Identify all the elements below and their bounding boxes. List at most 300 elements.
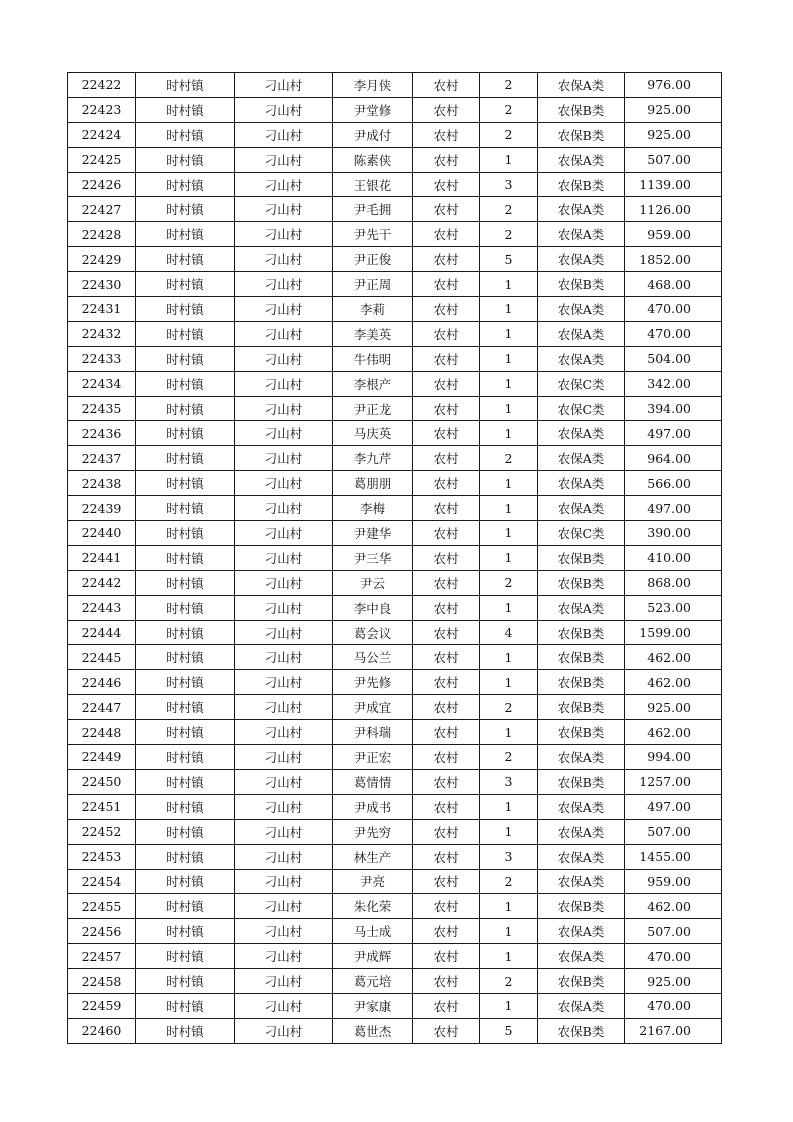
insurance-category-cell: 农保B类 [538,620,625,645]
name-cell: 马庆英 [333,421,413,446]
person-count-cell: 1 [480,421,538,446]
record-id-cell: 22448 [68,720,136,745]
name-cell: 尹科瑞 [333,720,413,745]
household-type-cell: 农村 [413,894,480,919]
table-row [68,595,722,620]
name-cell: 李美英 [333,321,413,346]
name-cell: 尹正俊 [333,247,413,272]
name-cell: 李九芹 [333,446,413,471]
household-type-cell: 农村 [413,620,480,645]
household-type-cell: 农村 [413,172,480,197]
amount-cell: 394.00 [625,396,722,421]
name-cell: 马士成 [333,919,413,944]
town-cell: 时村镇 [136,396,235,421]
household-type-cell: 农村 [413,521,480,546]
town-cell: 时村镇 [136,919,235,944]
amount-cell: 462.00 [625,670,722,695]
table-row [68,272,722,297]
person-count-cell: 1 [480,496,538,521]
amount-cell: 925.00 [625,122,722,147]
person-count-cell: 1 [480,471,538,496]
person-count-cell: 2 [480,446,538,471]
name-cell: 朱化荣 [333,894,413,919]
town-cell: 时村镇 [136,496,235,521]
town-cell: 时村镇 [136,471,235,496]
person-count-cell: 2 [480,869,538,894]
amount-cell: 2167.00 [625,1018,722,1043]
table-row [68,247,722,272]
insurance-category-cell: 农保A类 [538,446,625,471]
table-row [68,720,722,745]
village-cell: 刁山村 [235,670,333,695]
town-cell: 时村镇 [136,346,235,371]
name-cell: 尹三华 [333,545,413,570]
household-type-cell: 农村 [413,97,480,122]
table-row [68,969,722,994]
amount-cell: 462.00 [625,645,722,670]
table-row [68,421,722,446]
table-row [68,222,722,247]
village-cell: 刁山村 [235,197,333,222]
record-id-cell: 22437 [68,446,136,471]
name-cell: 李梅 [333,496,413,521]
amount-cell: 507.00 [625,819,722,844]
record-id-cell: 22423 [68,97,136,122]
insurance-category-cell: 农保B类 [538,172,625,197]
record-id-cell: 22460 [68,1018,136,1043]
household-type-cell: 农村 [413,496,480,521]
amount-cell: 470.00 [625,944,722,969]
village-cell: 刁山村 [235,346,333,371]
insurance-category-cell: 农保B类 [538,122,625,147]
table-row [68,944,722,969]
insurance-category-cell: 农保B类 [538,545,625,570]
person-count-cell: 1 [480,944,538,969]
record-id-cell: 22434 [68,371,136,396]
person-count-cell: 3 [480,769,538,794]
insurance-category-cell: 农保B类 [538,570,625,595]
name-cell: 尹云 [333,570,413,595]
village-cell: 刁山村 [235,172,333,197]
town-cell: 时村镇 [136,695,235,720]
household-type-cell: 农村 [413,545,480,570]
village-cell: 刁山村 [235,620,333,645]
name-cell: 尹堂修 [333,97,413,122]
household-type-cell: 农村 [413,147,480,172]
village-cell: 刁山村 [235,272,333,297]
table-row [68,122,722,147]
household-type-cell: 农村 [413,297,480,322]
record-id-cell: 22427 [68,197,136,222]
name-cell: 葛元培 [333,969,413,994]
town-cell: 时村镇 [136,446,235,471]
village-cell: 刁山村 [235,570,333,595]
village-cell: 刁山村 [235,371,333,396]
person-count-cell: 2 [480,695,538,720]
name-cell: 王银花 [333,172,413,197]
record-id-cell: 22459 [68,993,136,1018]
town-cell: 时村镇 [136,794,235,819]
person-count-cell: 1 [480,595,538,620]
amount-cell: 507.00 [625,919,722,944]
table-row [68,620,722,645]
record-id-cell: 22425 [68,147,136,172]
record-id-cell: 22433 [68,346,136,371]
table-row [68,894,722,919]
name-cell: 葛会议 [333,620,413,645]
household-type-cell: 农村 [413,819,480,844]
insurance-category-cell: 农保A类 [538,919,625,944]
insurance-category-cell: 农保B类 [538,695,625,720]
town-cell: 时村镇 [136,645,235,670]
household-type-cell: 农村 [413,695,480,720]
village-cell: 刁山村 [235,695,333,720]
amount-cell: 504.00 [625,346,722,371]
village-cell: 刁山村 [235,496,333,521]
insurance-category-cell: 农保A类 [538,147,625,172]
name-cell: 林生产 [333,844,413,869]
town-cell: 时村镇 [136,745,235,770]
insurance-category-cell: 农保C类 [538,396,625,421]
name-cell: 尹成辉 [333,944,413,969]
table-row [68,570,722,595]
name-cell: 李根产 [333,371,413,396]
table-row [68,521,722,546]
table-row [68,670,722,695]
table-row [68,471,722,496]
village-cell: 刁山村 [235,919,333,944]
amount-cell: 523.00 [625,595,722,620]
amount-cell: 390.00 [625,521,722,546]
town-cell: 时村镇 [136,73,235,98]
person-count-cell: 3 [480,844,538,869]
person-count-cell: 1 [480,819,538,844]
amount-cell: 1139.00 [625,172,722,197]
village-cell: 刁山村 [235,471,333,496]
town-cell: 时村镇 [136,720,235,745]
household-type-cell: 农村 [413,794,480,819]
amount-cell: 959.00 [625,869,722,894]
town-cell: 时村镇 [136,670,235,695]
person-count-cell: 1 [480,297,538,322]
amount-cell: 507.00 [625,147,722,172]
record-id-cell: 22445 [68,645,136,670]
table-row [68,321,722,346]
person-count-cell: 1 [480,894,538,919]
table-row [68,1018,722,1043]
table-row [68,297,722,322]
person-count-cell: 4 [480,620,538,645]
table-row [68,769,722,794]
village-cell: 刁山村 [235,396,333,421]
village-cell: 刁山村 [235,894,333,919]
table-row [68,745,722,770]
person-count-cell: 1 [480,720,538,745]
household-type-cell: 农村 [413,197,480,222]
record-id-cell: 22431 [68,297,136,322]
record-id-cell: 22424 [68,122,136,147]
village-cell: 刁山村 [235,147,333,172]
insurance-category-cell: 农保C类 [538,521,625,546]
amount-cell: 462.00 [625,894,722,919]
household-type-cell: 农村 [413,745,480,770]
record-id-cell: 22451 [68,794,136,819]
name-cell: 李中良 [333,595,413,620]
record-id-cell: 22432 [68,321,136,346]
village-cell: 刁山村 [235,645,333,670]
town-cell: 时村镇 [136,421,235,446]
name-cell: 尹家康 [333,993,413,1018]
amount-cell: 1852.00 [625,247,722,272]
town-cell: 时村镇 [136,819,235,844]
table-row [68,346,722,371]
record-id-cell: 22429 [68,247,136,272]
village-cell: 刁山村 [235,321,333,346]
insurance-category-cell: 农保A类 [538,222,625,247]
insurance-category-cell: 农保C类 [538,371,625,396]
household-type-cell: 农村 [413,222,480,247]
amount-cell: 964.00 [625,446,722,471]
town-cell: 时村镇 [136,197,235,222]
table-row [68,695,722,720]
amount-cell: 925.00 [625,97,722,122]
insurance-category-cell: 农保B类 [538,969,625,994]
village-cell: 刁山村 [235,122,333,147]
village-cell: 刁山村 [235,222,333,247]
insurance-category-cell: 农保A类 [538,595,625,620]
household-type-cell: 农村 [413,1018,480,1043]
household-type-cell: 农村 [413,944,480,969]
insurance-category-cell: 农保B类 [538,1018,625,1043]
village-cell: 刁山村 [235,73,333,98]
person-count-cell: 1 [480,272,538,297]
table-row [68,844,722,869]
village-cell: 刁山村 [235,969,333,994]
town-cell: 时村镇 [136,297,235,322]
person-count-cell: 1 [480,794,538,819]
person-count-cell: 1 [480,993,538,1018]
person-count-cell: 1 [480,321,538,346]
amount-cell: 994.00 [625,745,722,770]
insurance-category-cell: 农保A类 [538,869,625,894]
amount-cell: 470.00 [625,321,722,346]
name-cell: 李月侠 [333,73,413,98]
name-cell: 尹成宜 [333,695,413,720]
person-count-cell: 2 [480,745,538,770]
household-type-cell: 农村 [413,993,480,1018]
household-type-cell: 农村 [413,122,480,147]
record-id-cell: 22444 [68,620,136,645]
amount-cell: 342.00 [625,371,722,396]
town-cell: 时村镇 [136,521,235,546]
amount-cell: 1126.00 [625,197,722,222]
household-type-cell: 农村 [413,969,480,994]
record-id-cell: 22442 [68,570,136,595]
amount-cell: 497.00 [625,794,722,819]
amount-cell: 868.00 [625,570,722,595]
village-cell: 刁山村 [235,720,333,745]
amount-cell: 925.00 [625,969,722,994]
name-cell: 尹正龙 [333,396,413,421]
person-count-cell: 2 [480,97,538,122]
amount-cell: 1257.00 [625,769,722,794]
town-cell: 时村镇 [136,321,235,346]
town-cell: 时村镇 [136,595,235,620]
record-id-cell: 22455 [68,894,136,919]
household-type-cell: 农村 [413,371,480,396]
amount-cell: 976.00 [625,73,722,98]
insurance-category-cell: 农保A类 [538,247,625,272]
record-id-cell: 22440 [68,521,136,546]
village-cell: 刁山村 [235,545,333,570]
insurance-category-cell: 农保B类 [538,272,625,297]
insurance-category-cell: 农保A类 [538,471,625,496]
name-cell: 陈素侠 [333,147,413,172]
table-row [68,919,722,944]
records-table-body [68,73,722,1044]
village-cell: 刁山村 [235,769,333,794]
person-count-cell: 2 [480,222,538,247]
person-count-cell: 3 [480,172,538,197]
name-cell: 尹先干 [333,222,413,247]
household-type-cell: 农村 [413,869,480,894]
town-cell: 时村镇 [136,371,235,396]
table-row [68,645,722,670]
town-cell: 时村镇 [136,620,235,645]
town-cell: 时村镇 [136,969,235,994]
record-id-cell: 22430 [68,272,136,297]
name-cell: 尹亮 [333,869,413,894]
amount-cell: 1455.00 [625,844,722,869]
table-row [68,172,722,197]
household-type-cell: 农村 [413,321,480,346]
amount-cell: 410.00 [625,545,722,570]
insurance-category-cell: 农保A类 [538,993,625,1018]
table-row [68,819,722,844]
amount-cell: 1599.00 [625,620,722,645]
table-row [68,545,722,570]
person-count-cell: 1 [480,346,538,371]
record-id-cell: 22422 [68,73,136,98]
household-type-cell: 农村 [413,421,480,446]
household-type-cell: 农村 [413,570,480,595]
person-count-cell: 1 [480,147,538,172]
record-id-cell: 22454 [68,869,136,894]
insurance-category-cell: 农保A类 [538,421,625,446]
household-type-cell: 农村 [413,272,480,297]
town-cell: 时村镇 [136,869,235,894]
person-count-cell: 2 [480,73,538,98]
village-cell: 刁山村 [235,794,333,819]
name-cell: 尹成书 [333,794,413,819]
insurance-category-cell: 农保A类 [538,297,625,322]
table-row [68,371,722,396]
record-id-cell: 22439 [68,496,136,521]
table-row [68,869,722,894]
household-type-cell: 农村 [413,73,480,98]
table-row [68,97,722,122]
amount-cell: 470.00 [625,297,722,322]
insurance-category-cell: 农保B类 [538,645,625,670]
amount-cell: 497.00 [625,421,722,446]
insurance-category-cell: 农保B类 [538,769,625,794]
person-count-cell: 1 [480,645,538,670]
record-id-cell: 22452 [68,819,136,844]
town-cell: 时村镇 [136,147,235,172]
village-cell: 刁山村 [235,993,333,1018]
town-cell: 时村镇 [136,944,235,969]
town-cell: 时村镇 [136,993,235,1018]
person-count-cell: 2 [480,122,538,147]
village-cell: 刁山村 [235,97,333,122]
table-row [68,993,722,1018]
record-id-cell: 22456 [68,919,136,944]
records-table [67,72,722,1044]
record-id-cell: 22458 [68,969,136,994]
person-count-cell: 2 [480,969,538,994]
insurance-category-cell: 农保B类 [538,670,625,695]
record-id-cell: 22438 [68,471,136,496]
village-cell: 刁山村 [235,421,333,446]
record-id-cell: 22436 [68,421,136,446]
name-cell: 马公兰 [333,645,413,670]
household-type-cell: 农村 [413,919,480,944]
household-type-cell: 农村 [413,346,480,371]
name-cell: 尹建华 [333,521,413,546]
insurance-category-cell: 农保A类 [538,73,625,98]
village-cell: 刁山村 [235,844,333,869]
household-type-cell: 农村 [413,645,480,670]
table-row [68,794,722,819]
household-type-cell: 农村 [413,247,480,272]
insurance-category-cell: 农保A类 [538,819,625,844]
household-type-cell: 农村 [413,670,480,695]
record-id-cell: 22446 [68,670,136,695]
name-cell: 尹先穷 [333,819,413,844]
village-cell: 刁山村 [235,1018,333,1043]
town-cell: 时村镇 [136,570,235,595]
name-cell: 尹成付 [333,122,413,147]
person-count-cell: 1 [480,670,538,695]
name-cell: 牛伟明 [333,346,413,371]
household-type-cell: 农村 [413,595,480,620]
record-id-cell: 22453 [68,844,136,869]
household-type-cell: 农村 [413,720,480,745]
name-cell: 尹正周 [333,272,413,297]
person-count-cell: 2 [480,197,538,222]
town-cell: 时村镇 [136,247,235,272]
amount-cell: 462.00 [625,720,722,745]
record-id-cell: 22428 [68,222,136,247]
village-cell: 刁山村 [235,745,333,770]
record-id-cell: 22449 [68,745,136,770]
household-type-cell: 农村 [413,471,480,496]
insurance-category-cell: 农保B类 [538,894,625,919]
town-cell: 时村镇 [136,97,235,122]
insurance-category-cell: 农保A类 [538,496,625,521]
insurance-category-cell: 农保A类 [538,745,625,770]
record-id-cell: 22450 [68,769,136,794]
name-cell: 葛朋朋 [333,471,413,496]
town-cell: 时村镇 [136,122,235,147]
amount-cell: 468.00 [625,272,722,297]
name-cell: 葛世杰 [333,1018,413,1043]
town-cell: 时村镇 [136,844,235,869]
insurance-category-cell: 农保A类 [538,197,625,222]
town-cell: 时村镇 [136,1018,235,1043]
person-count-cell: 1 [480,396,538,421]
amount-cell: 470.00 [625,993,722,1018]
